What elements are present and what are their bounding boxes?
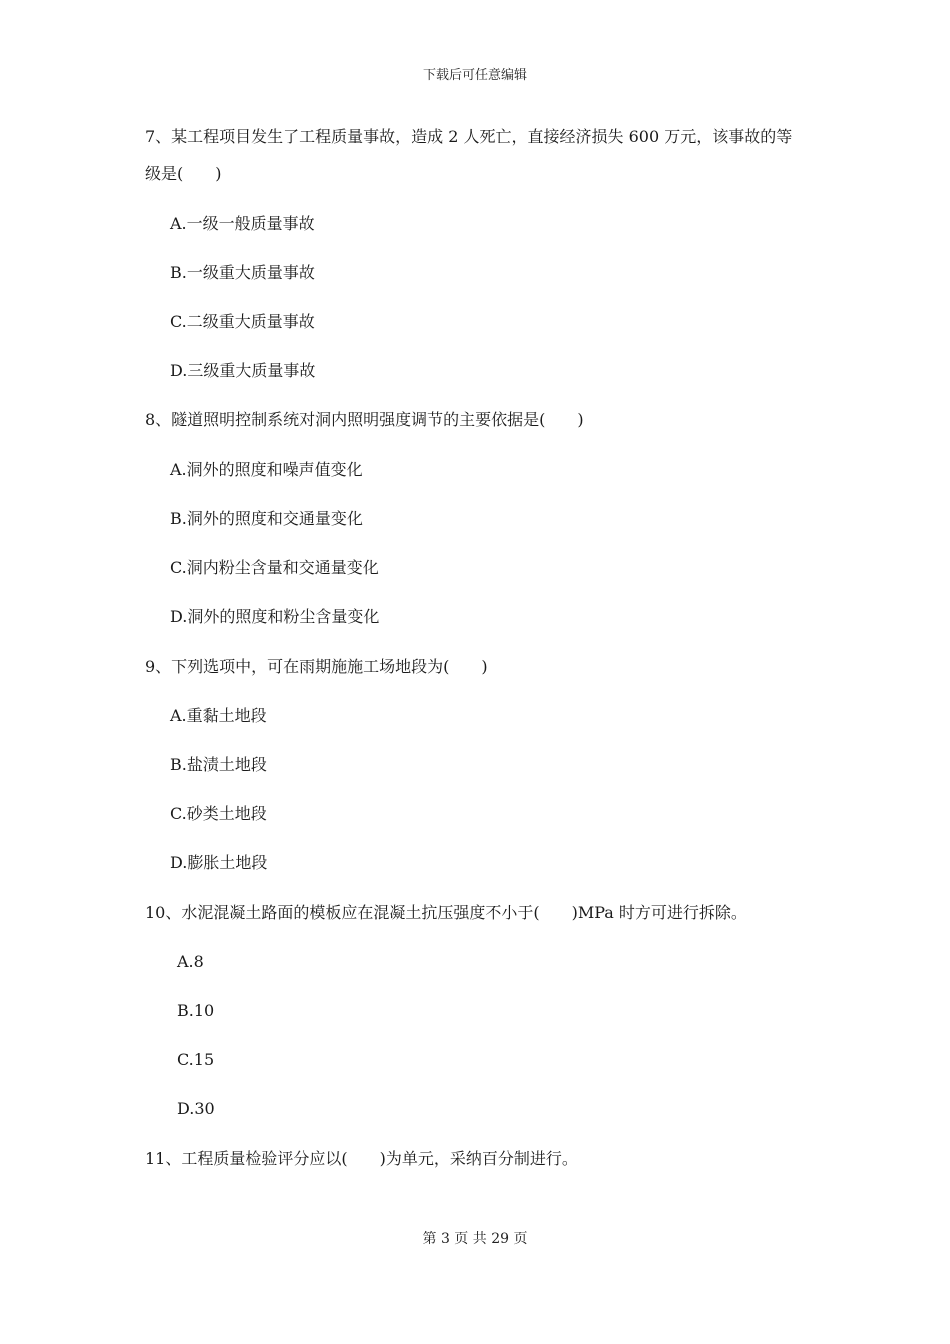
question-9-option-d: D.膨胀土地段 [170, 853, 268, 872]
question-10-option-a: A.8 [177, 952, 204, 971]
question-9-option-c: C.砂类土地段 [170, 804, 267, 823]
question-7-option-a: A.一级一般质量事故 [170, 214, 315, 233]
question-8-option-c: C.洞内粉尘含量和交通量变化 [170, 558, 379, 577]
question-9-option-b: B.盐渍土地段 [170, 755, 267, 774]
question-7-stem-line2: 级是( ) [145, 164, 222, 183]
question-7-option-d: D.三级重大质量事故 [170, 361, 316, 380]
question-10-option-b: B.10 [177, 1001, 215, 1020]
question-10-stem: 10、水泥混凝土路面的模板应在混凝土抗压强度不小于( )MPa 时方可进行拆除。 [145, 903, 747, 922]
question-10-option-d: D.30 [177, 1099, 215, 1118]
question-8-option-d: D.洞外的照度和粉尘含量变化 [170, 607, 380, 626]
question-8-stem: 8、隧道照明控制系统对洞内照明强度调节的主要依据是( ) [145, 410, 584, 429]
question-9-option-a: A.重黏土地段 [170, 706, 267, 725]
question-7-stem-line1: 7、某工程项目发生了工程质量事故，造成 2 人死亡，直接经济损失 600 万元，该事故的等 [145, 127, 793, 146]
question-10-option-c: C.15 [177, 1050, 215, 1069]
page-footer: 第 3 页 共 29 页 [422, 1231, 528, 1247]
question-8-option-a: A.洞外的照度和噪声值变化 [170, 460, 363, 479]
question-9-stem: 9、下列选项中，可在雨期施施工场地段为( ) [145, 657, 488, 676]
page-header: 下载后可任意编辑 [422, 68, 527, 83]
question-11-stem: 11、工程质量检验评分应以( )为单元，采纳百分制进行。 [145, 1149, 578, 1168]
question-8-option-b: B.洞外的照度和交通量变化 [170, 509, 363, 528]
question-7-option-b: B.一级重大质量事故 [170, 263, 315, 282]
question-7-option-c: C.二级重大质量事故 [170, 312, 315, 331]
